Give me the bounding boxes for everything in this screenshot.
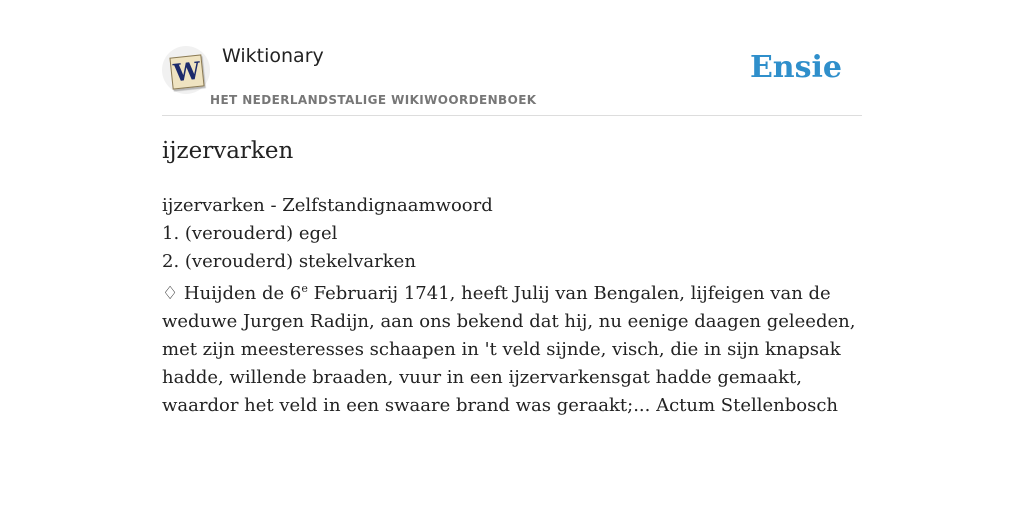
quote-text-rest: Februarij 1741, heeft Julij van Bengalen, lijfeigen van de weduwe Jurgen Radijn, aan ons bekend dat hij, nu eenige daagen geleeden, met zijn meesteresses schaapen in 't veld sijnde, visch, die in sijn knapsak hadde, willende braaden, vuur in een ijzervarkensgat hadde gemaakt, waardor het veld in een swaare brand was geraakt;... Actum Stellenbosch (162, 283, 856, 416)
quote-bullet-icon: ♢ (162, 283, 179, 304)
headword-line: ijzervarken - Zelfstandignaamwoord (162, 195, 493, 216)
site-tagline: HET NEDERLANDSTALIGE WIKIWOORDENBOEK (210, 93, 537, 107)
wiktionary-logo[interactable] (162, 46, 210, 94)
entry-content (162, 192, 862, 420)
ensie-brand-link[interactable]: Ensie (749, 50, 842, 85)
definition-1: 1. (verouderd) egel (162, 223, 338, 244)
example-quote (162, 280, 862, 420)
page (162, 0, 862, 512)
quote-text-start: Huijden de 6 (183, 283, 302, 304)
quote-superscript: e (301, 282, 308, 295)
page-title: ijzervarken (162, 138, 294, 164)
site-name[interactable]: Wiktionary (222, 45, 324, 67)
wiktionary-logo-icon: W (169, 54, 204, 89)
site-header (162, 0, 862, 116)
definition-2: 2. (verouderd) stekelvarken (162, 251, 416, 272)
